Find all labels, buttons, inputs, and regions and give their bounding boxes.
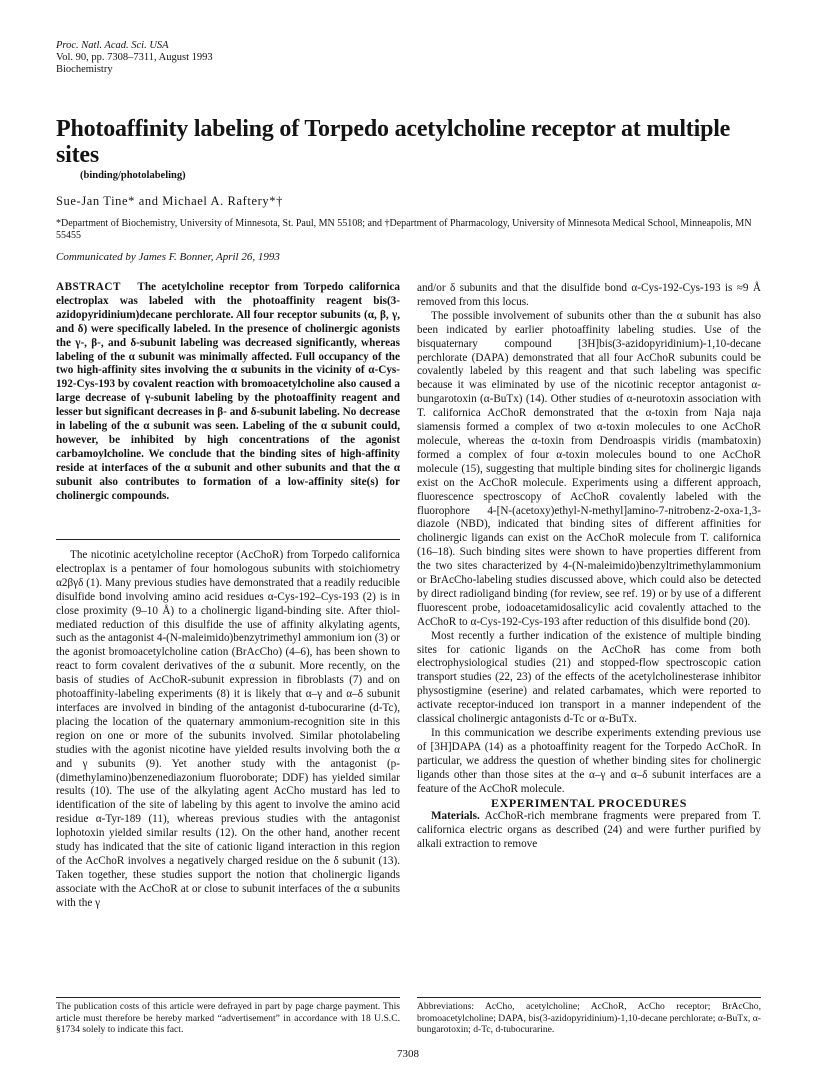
footnote-rule-left bbox=[56, 997, 400, 998]
paragraph-communication: In this communication we describe experiments extending previous use of [3H]DAPA (14) as a photoaffinity reagent for the Torpedo AcChoR. In particular, we address the question of whether binding sites for cholinergic ligands other than those sites at the α–γ and α–δ subunit interfaces are a feature of the AcChoR molecule. bbox=[417, 727, 761, 795]
abstract-rule bbox=[56, 539, 400, 540]
paragraph-physostigmine: Most recently a further indication of the existence of multiple binding sites for cationic ligands on the AcChoR has come from both electrophysiological studies (21) and stopped-flow spectroscopic cation transport studies (22, 23) of the effects of the acetylcholinesterase inhibitor physostigmine (eserine) and related carbamates, which were reported to activate receptor-induced ion transport in a manner independent of the classical cholinergic antagonists d-Tc or α-BuTx. bbox=[417, 629, 761, 726]
left-column bbox=[56, 549, 400, 911]
intro-paragraph: The nicotinic acetylcholine receptor (AcChoR) from Torpedo californica electroplax is a pentamer of four homologous subunits with stoichiometry α2βγδ (1). Many previous studies have demonstrated that a readily reducible disulfide bond involving amino acid residues α-Cys-192–Cys-193 (2) is in close proximity (9–10 Å) to a cholinergic ligand-binding site. After thiol-mediated reduction of this disulfide the use of affinity alkylating agents, such as the antagonist 4-(N-maleimido)benzytrimethyl ammonium ion (3) or the agonist bromoacetylcholine cation (BrAcCho) (4–6), has been shown to react to form covalent derivatives of the α subunit. More recently, on the basis of studies of AcChoR-subunit expression in fibroblasts (7) and on photoaffinity-labeling experiments (8) it is likely that α–γ and α–δ subunit interfaces are involved in binding of the antagonist d-tubocurarine (d-Tc), placing the location of the quaternary ammonium-recognition site in this region on one or more of the subunits involved. Similar photolabeling studies with the agonist nicotine have yielded results involving both the α and γ subunits (9). Yet another study with the antagonist (p-(dimethylamino)benzenediazonium fluoroborate; DDF) has yielded similar results (10). The use of the alkylating agent AcCho mustard has led to identification of the site of labeling by this agent to involve the amino acid residue α-Tyr-189 (11), whereas previous studies with the antagonist lophotoxin yielded similar results (12). On the other hand, another recent study has indicated that the site of cationic ligand interaction in this region of the AcChoR involves a negatively charged residue on the δ subunit (13). Taken together, these studies support the notion that cholinergic ligands associate with the AcChoR at or close to subunit interfaces of the α subunits with the γ bbox=[56, 549, 400, 909]
materials-paragraph bbox=[417, 810, 761, 852]
footnote-rule-right bbox=[417, 997, 761, 998]
authors: Sue-Jan Tine* and Michael A. Raftery*† bbox=[56, 194, 283, 208]
right-column bbox=[417, 282, 761, 852]
abstract-text: The acetylcholine receptor from Torpedo californica electroplax was labeled with the photoaffinity reagent bis(3-azidopyridinium)decane perchlorate. All four receptor subunits (α, β, γ, and δ) were specifically labeled. In the presence of cholinergic agonists the γ-, β-, and δ-subunit labeling was decreased significantly, whereas labeling of the α subunit was minimally affected. Full occupancy of the two high-affinity sites involving the α subunits in the vicinity of α-Cys-192-Cys-193 by covalent reaction with bromoacetylcholine also caused a large decrease of γ-subunit labeling by the photoaffinity reagent and lesser but significant decreases in β- and δ-subunit labeling. No decrease in labeling of the α subunit was seen. Labeling of the α subunit could, however, be inhibited by high concentrations of the agonist carbamoylcholine. We conclude that the binding sites of high-affinity reside at interfaces of the α subunit and other subunits and that the α subunit also contributes to formation of a low-affinity site(s) for cholinergic compounds. bbox=[56, 281, 400, 502]
publication-cost-note: The publication costs of this article were defrayed in part by page charge payment. This article must therefore be hereby marked “advertisement” in accordance with 18 U.S.C. §1734 solely to indicate this fact. bbox=[56, 1001, 400, 1035]
journal-header bbox=[56, 40, 213, 76]
materials-text: AcChoR-rich membrane fragments were prepared from T. californica electric organs as described (24) and were further purified by alkali extraction to remove bbox=[417, 810, 761, 851]
paragraph-dapa: The possible involvement of subunits other than the α subunit has also been indicated by earlier photoaffinity labeling studies. Use of the bisquaternary compound [3H]bis(3-azidopyridinium)-1,10-decane perchlorate (DAPA) demonstrated that all four AcChoR subunits could be covalently labeled by this reagent and that such labeling was specific because it was eliminated by use of the nicotinic receptor antagonist α-bungarotoxin (α-BuTx) (14). Other studies of α-neurotoxin association with T. californica AcChoR demonstrated that the α-toxin from Naja naja siamensis formed a complex of two α-toxin molecules to one AcChoR molecule, whereas the α-toxin from Dendroaspis viridis (mambatoxin) formed a complex of four α-toxin molecules bound to one AcChoR molecule (15), suggesting that multiple binding sites for cholinergic ligands exist on the AcChoR molecule. Experiments using a different approach, fluorescence spectroscopy of AcChoR covalently labeled with the fluorophore 4-[N-(acetoxy)ethyl-N-methyl]amino-7-nitrobenz-2-oxa-1,3-diazole (NBD), indicated that binding sites of different affinities for cholinergic ligands can exist on the AcChoR molecule from T. californica (16–18). Such binding sites were shown to have properties different from the two sites characterized by 4-(N-maleimido)benzyltrimethylammonium or BrAcCho-labeling studies discussed above, which could also be detected by direct radioligand binding (for review, see ref. 19) or by use of a different fluorescent probe, iodoacetamidosalicylic acid covalently attached to the AcChoR to α-Cys-192-Cys-193 after reduction of this disulfide bond (20). bbox=[417, 309, 761, 628]
section-name: Biochemistry bbox=[56, 64, 113, 75]
article-title: Photoaffinity labeling of Torpedo acetylcholine receptor at multiple sites bbox=[56, 116, 731, 168]
abstract bbox=[56, 281, 400, 504]
communicated-by: Communicated by James F. Bonner, April 26, 1993 bbox=[56, 251, 280, 263]
affiliation: *Department of Biochemistry, University of Minnesota, St. Paul, MN 55108; and †Department of Pharmacology, University of Minnesota Medical School, Minneapolis, MN 55455 bbox=[56, 218, 752, 241]
volume-line: Vol. 90, pp. 7308–7311, August 1993 bbox=[56, 52, 213, 63]
page-number: 7308 bbox=[397, 1048, 419, 1060]
keywords: (binding/photolabeling) bbox=[80, 170, 186, 181]
continued-paragraph: and/or δ subunits and that the disulfide bond α-Cys-192-Cys-193 is ≈9 Å removed from this locus. bbox=[417, 282, 761, 308]
abstract-label: ABSTRACT bbox=[56, 281, 121, 293]
journal-name: Proc. Natl. Acad. Sci. USA bbox=[56, 40, 169, 51]
materials-label: Materials. bbox=[431, 810, 480, 823]
section-heading: EXPERIMENTAL PROCEDURES bbox=[491, 795, 687, 810]
abbreviations-note: Abbreviations: AcCho, acetylcholine; AcChoR, AcCho receptor; BrAcCho, bromoacetylcholine; DAPA, bis(3-azidopyridinium)-1,10-decane perchlorate; α-BuTx, α-bungarotoxin; d-Tc, d-tubocurarine. bbox=[417, 1001, 761, 1035]
